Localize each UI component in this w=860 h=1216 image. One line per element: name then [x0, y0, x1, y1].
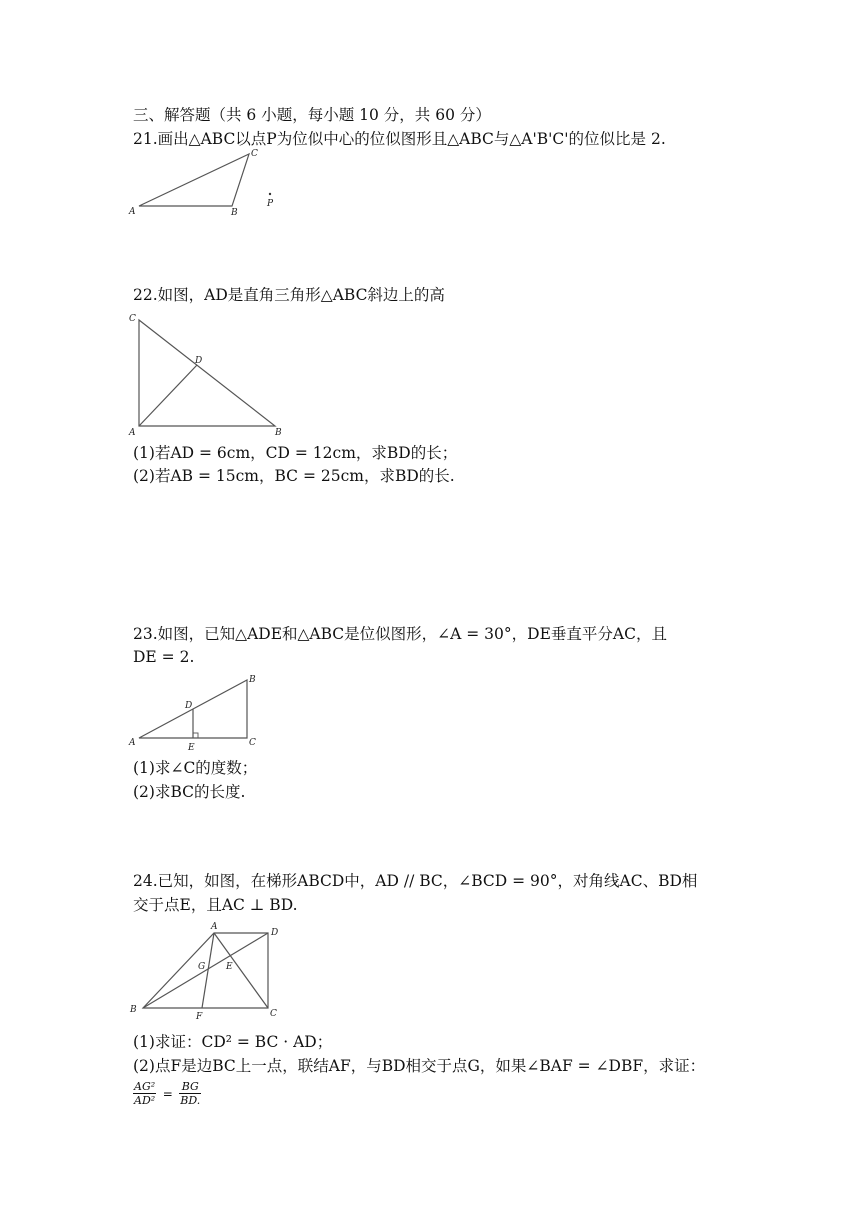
q24-part2: (2)点F是边BC上一点，联结AF，与BD相交于点G，如果∠BAF = ∠DBF，求证：: [133, 1057, 706, 1075]
q24-text-line2: 交于点E，且AC ⊥ BD.: [133, 896, 298, 914]
q22-label-b: B: [275, 428, 282, 438]
q22-part1: (1)若AD = 6cm，CD = 12cm，求BD的长；: [133, 444, 458, 462]
q22-label-a: A: [129, 428, 136, 438]
q23-figure: [125, 670, 275, 758]
q24-frac-left-num: AG²: [134, 1080, 156, 1093]
q21-label-p: P: [267, 199, 274, 209]
q23-right-angle-mark: [193, 733, 198, 738]
q24-label-d: D: [271, 928, 279, 938]
q24-part1: (1)求证：CD² = BC · AD；: [133, 1033, 333, 1051]
section-heading: 三、解答题（共 6 小题，每小题 10 分，共 60 分）: [133, 106, 491, 124]
q21-triangle-abc: [139, 154, 249, 206]
q23-text-line2: DE = 2.: [133, 648, 195, 666]
q23-text-line1: 23.如图，已知△ADE和△ABC是位似图形，∠A = 30°，DE垂直平分AC，且: [133, 625, 667, 643]
q22-triangle-abc: [139, 320, 275, 426]
q23-part2: (2)求BC的长度.: [133, 783, 246, 801]
q22-figure: [125, 308, 295, 444]
q22-part2: (2)若AB = 15cm，BC = 25cm，求BD的长.: [133, 467, 455, 485]
q22-altitude-ad: [139, 365, 197, 426]
q24-label-e: E: [226, 962, 233, 972]
q24-fraction-equation: [133, 1080, 201, 1107]
q24-figure: [125, 918, 295, 1026]
q22-label-d: D: [195, 356, 203, 366]
q21-label-b: B: [231, 208, 238, 218]
q23-part1: (1)求∠C的度数；: [133, 759, 258, 777]
q23-label-b: B: [249, 675, 256, 685]
q21-label-c: C: [251, 149, 258, 159]
q24-diagonal-bd: [143, 933, 268, 1008]
q24-fraction-left: [133, 1080, 156, 1107]
q23-label-d: D: [185, 701, 193, 711]
q22-label-c: C: [129, 314, 136, 324]
q23-label-e: E: [188, 743, 195, 753]
q24-label-c: C: [270, 1009, 277, 1019]
q24-frac-equals: =: [162, 1086, 173, 1101]
q21-figure: [125, 146, 285, 224]
q24-label-g: G: [198, 962, 206, 972]
q21-label-a: A: [129, 207, 136, 217]
q22-text: 22.如图，AD是直角三角形△ABC斜边上的高: [133, 286, 445, 304]
q24-text-line1: 24.已知，如图，在梯形ABCD中，AD // BC，∠BCD = 90°，对角线AC、BD相: [133, 872, 698, 890]
q24-label-a: A: [211, 922, 218, 932]
q24-fraction-right: [179, 1080, 201, 1107]
q24-diagonal-ac: [214, 933, 268, 1008]
q24-label-f: F: [196, 1012, 203, 1022]
q24-frac-left-den: AD²: [134, 1094, 156, 1107]
q24-frac-right-num: BG: [179, 1080, 201, 1094]
q24-frac-right-den: BD.: [180, 1094, 201, 1107]
q24-label-b: B: [130, 1005, 137, 1015]
q21-text: 21.画出△ABC以点P为位似中心的位似图形且△ABC与△A'B'C'的位似比是 2.: [133, 130, 666, 148]
q21-point-p: [269, 193, 271, 195]
q23-label-a: A: [129, 738, 136, 748]
q23-label-c: C: [249, 738, 256, 748]
